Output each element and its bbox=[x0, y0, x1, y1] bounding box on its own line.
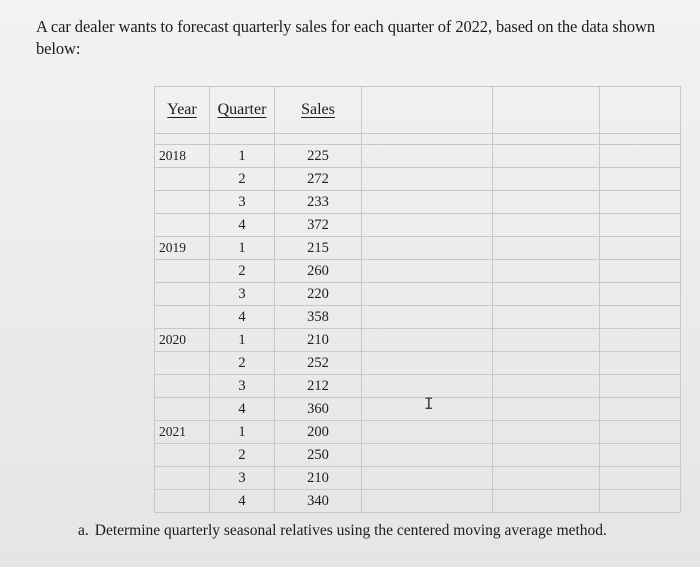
year-cell bbox=[155, 145, 210, 168]
quarter-cell bbox=[210, 329, 275, 352]
year-cell bbox=[155, 352, 210, 375]
quarter-value: 1 bbox=[238, 239, 246, 256]
table-row bbox=[155, 398, 681, 421]
empty-cell bbox=[362, 87, 493, 134]
year-cell bbox=[155, 421, 210, 444]
empty-cell bbox=[493, 283, 600, 306]
year-cell bbox=[155, 237, 210, 260]
table-row bbox=[155, 214, 681, 237]
sales-value: 250 bbox=[307, 446, 329, 463]
sales-cell bbox=[275, 421, 362, 444]
empty-cell bbox=[600, 375, 681, 398]
empty-cell bbox=[600, 444, 681, 467]
quarter-value: 3 bbox=[238, 193, 246, 210]
sales-cell bbox=[275, 237, 362, 260]
sales-value: 210 bbox=[307, 469, 329, 486]
header-year-cell bbox=[155, 87, 210, 134]
sales-value: 233 bbox=[307, 193, 329, 210]
empty-cell bbox=[155, 134, 210, 145]
empty-cell bbox=[493, 352, 600, 375]
table-row bbox=[155, 444, 681, 467]
empty-cell bbox=[600, 134, 681, 145]
sales-value: 225 bbox=[307, 147, 329, 164]
empty-cell bbox=[362, 168, 493, 191]
empty-cell bbox=[362, 283, 493, 306]
quarter-cell bbox=[210, 444, 275, 467]
sales-cell bbox=[275, 490, 362, 513]
year-cell bbox=[155, 168, 210, 191]
empty-cell bbox=[493, 375, 600, 398]
table-row bbox=[155, 306, 681, 329]
empty-cell bbox=[362, 191, 493, 214]
empty-cell bbox=[362, 237, 493, 260]
sales-cell bbox=[275, 260, 362, 283]
empty-cell bbox=[493, 168, 600, 191]
empty-cell bbox=[493, 421, 600, 444]
empty-cell bbox=[493, 191, 600, 214]
year-cell bbox=[155, 398, 210, 421]
empty-cell bbox=[600, 87, 681, 134]
sales-value: 372 bbox=[307, 216, 329, 233]
quarter-cell bbox=[210, 145, 275, 168]
year-cell bbox=[155, 444, 210, 467]
empty-cell bbox=[493, 398, 600, 421]
table-row bbox=[155, 237, 681, 260]
table-row bbox=[155, 191, 681, 214]
year-cell bbox=[155, 260, 210, 283]
sales-cell bbox=[275, 168, 362, 191]
empty-cell bbox=[493, 329, 600, 352]
empty-cell bbox=[362, 329, 493, 352]
sales-cell bbox=[275, 467, 362, 490]
sales-value: 360 bbox=[307, 400, 329, 417]
sales-value: 200 bbox=[307, 423, 329, 440]
quarter-cell bbox=[210, 398, 275, 421]
quarter-value: 4 bbox=[238, 492, 246, 509]
empty-cell bbox=[600, 145, 681, 168]
empty-cell bbox=[362, 444, 493, 467]
quarter-cell bbox=[210, 214, 275, 237]
sales-cell bbox=[275, 145, 362, 168]
sales-cell bbox=[275, 352, 362, 375]
sales-cell bbox=[275, 191, 362, 214]
sales-cell bbox=[275, 375, 362, 398]
year-cell bbox=[155, 329, 210, 352]
empty-cell bbox=[600, 306, 681, 329]
empty-cell bbox=[493, 145, 600, 168]
table-row bbox=[155, 421, 681, 444]
quarter-cell bbox=[210, 260, 275, 283]
empty-cell bbox=[362, 260, 493, 283]
table-row bbox=[155, 467, 681, 490]
year-cell bbox=[155, 306, 210, 329]
sales-value: 340 bbox=[307, 492, 329, 509]
table-row bbox=[155, 490, 681, 513]
sales-value: 210 bbox=[307, 331, 329, 348]
header-sales-cell bbox=[275, 87, 362, 134]
empty-cell bbox=[362, 490, 493, 513]
empty-cell bbox=[600, 467, 681, 490]
quarter-cell bbox=[210, 168, 275, 191]
quarter-value: 2 bbox=[238, 446, 246, 463]
quarter-value: 2 bbox=[238, 262, 246, 279]
quarter-value: 3 bbox=[238, 285, 246, 302]
empty-cell bbox=[362, 145, 493, 168]
sales-value: 272 bbox=[307, 170, 329, 187]
quarter-value: 1 bbox=[238, 147, 246, 164]
empty-cell bbox=[362, 467, 493, 490]
empty-cell bbox=[600, 329, 681, 352]
empty-cell bbox=[362, 214, 493, 237]
year-cell bbox=[155, 467, 210, 490]
sales-cell bbox=[275, 329, 362, 352]
header-quarter: Quarter bbox=[217, 101, 267, 118]
table-row bbox=[155, 145, 681, 168]
quarter-cell bbox=[210, 490, 275, 513]
quarter-cell bbox=[210, 306, 275, 329]
empty-cell bbox=[210, 134, 275, 145]
sales-cell bbox=[275, 444, 362, 467]
sales-cell bbox=[275, 214, 362, 237]
sales-table bbox=[154, 86, 681, 513]
year-cell bbox=[155, 375, 210, 398]
table-row bbox=[155, 283, 681, 306]
empty-cell bbox=[493, 260, 600, 283]
empty-cell bbox=[600, 398, 681, 421]
quarter-value: 1 bbox=[238, 423, 246, 440]
quarter-value: 4 bbox=[238, 400, 246, 417]
empty-cell bbox=[493, 306, 600, 329]
quarter-cell bbox=[210, 237, 275, 260]
empty-cell bbox=[600, 421, 681, 444]
problem-statement: A car dealer wants to forecast quarterly sales for each quarter of 2022, based on the data shown below: bbox=[36, 17, 655, 58]
empty-cell bbox=[275, 134, 362, 145]
empty-cell bbox=[493, 237, 600, 260]
empty-cell bbox=[600, 352, 681, 375]
sales-cell bbox=[275, 283, 362, 306]
empty-cell bbox=[600, 283, 681, 306]
empty-cell bbox=[600, 214, 681, 237]
quarter-cell bbox=[210, 467, 275, 490]
quarter-cell bbox=[210, 352, 275, 375]
empty-cell bbox=[493, 87, 600, 134]
sales-value: 252 bbox=[307, 354, 329, 371]
sales-cell bbox=[275, 306, 362, 329]
sales-value: 212 bbox=[307, 377, 329, 394]
question-a bbox=[78, 522, 607, 540]
empty-cell bbox=[600, 237, 681, 260]
header-year: Year bbox=[167, 101, 197, 118]
empty-cell bbox=[362, 352, 493, 375]
year-cell bbox=[155, 283, 210, 306]
year-value: 2020 bbox=[159, 331, 186, 347]
year-value: 2019 bbox=[159, 239, 186, 255]
empty-cell bbox=[493, 467, 600, 490]
year-cell bbox=[155, 214, 210, 237]
quarter-value: 2 bbox=[238, 354, 246, 371]
sales-value: 358 bbox=[307, 308, 329, 325]
sales-table-container bbox=[154, 86, 684, 516]
year-value: 2021 bbox=[159, 423, 186, 439]
table-row bbox=[155, 352, 681, 375]
table-spacer-row bbox=[155, 134, 681, 145]
quarter-value: 2 bbox=[238, 170, 246, 187]
sales-value: 220 bbox=[307, 285, 329, 302]
quarter-value: 1 bbox=[238, 331, 246, 348]
year-cell bbox=[155, 191, 210, 214]
empty-cell bbox=[600, 191, 681, 214]
quarter-cell bbox=[210, 283, 275, 306]
header-quarter-cell bbox=[210, 87, 275, 134]
quarter-cell bbox=[210, 421, 275, 444]
quarter-value: 3 bbox=[238, 377, 246, 394]
question-text: Determine quarterly seasonal relatives using the centered moving average method. bbox=[94, 522, 607, 539]
empty-cell bbox=[493, 490, 600, 513]
quarter-cell bbox=[210, 191, 275, 214]
table-row bbox=[155, 260, 681, 283]
empty-cell bbox=[362, 421, 493, 444]
sales-value: 215 bbox=[307, 239, 329, 256]
empty-cell bbox=[493, 214, 600, 237]
sales-cell bbox=[275, 398, 362, 421]
question-letter: a. bbox=[78, 522, 89, 539]
empty-cell bbox=[493, 134, 600, 145]
table-row bbox=[155, 329, 681, 352]
year-cell bbox=[155, 490, 210, 513]
quarter-cell bbox=[210, 375, 275, 398]
empty-cell bbox=[600, 168, 681, 191]
empty-cell bbox=[600, 490, 681, 513]
empty-cell bbox=[362, 306, 493, 329]
table-row bbox=[155, 168, 681, 191]
header-sales: Sales bbox=[301, 101, 335, 118]
empty-cell bbox=[600, 260, 681, 283]
empty-cell bbox=[493, 444, 600, 467]
quarter-value: 4 bbox=[238, 308, 246, 325]
year-value: 2018 bbox=[159, 147, 186, 163]
quarter-value: 4 bbox=[238, 216, 246, 233]
table-row bbox=[155, 375, 681, 398]
table-header-row bbox=[155, 87, 681, 134]
empty-cell bbox=[362, 134, 493, 145]
text-cursor-icon: I bbox=[424, 394, 434, 413]
quarter-value: 3 bbox=[238, 469, 246, 486]
sales-value: 260 bbox=[307, 262, 329, 279]
